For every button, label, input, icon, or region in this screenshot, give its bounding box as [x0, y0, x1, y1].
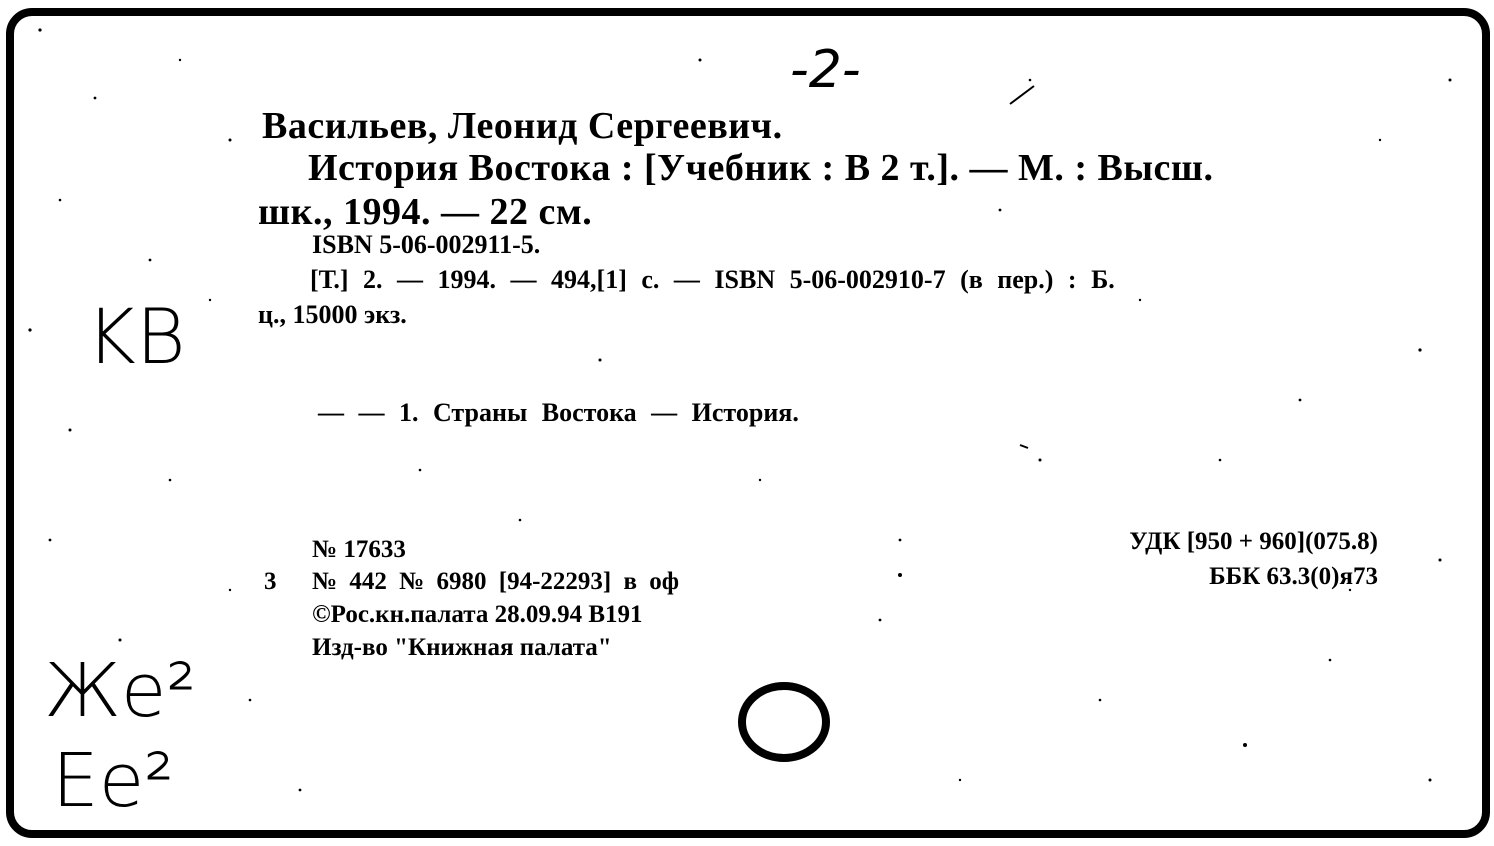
- page-number-mark: -2-: [790, 40, 861, 100]
- record-number: № 17633: [312, 536, 406, 563]
- title-line-1: История Востока : [Учебник : В 2 т.]. — М. : Высш.: [308, 147, 1214, 189]
- circle-mark-icon: [736, 680, 832, 764]
- subject-heading: — — 1. Страны Востока — История.: [318, 398, 799, 427]
- title-line-2: шк., 1994. — 22 см.: [258, 191, 593, 233]
- author-heading: Васильев, Леонид Сергеевич.: [262, 105, 783, 147]
- isbn-set: ISBN 5-06-002911-5.: [312, 230, 541, 259]
- handwritten-kb: KB: [86, 292, 186, 381]
- volume-line-2: ц., 15000 экз.: [258, 300, 407, 329]
- bbk-code: ББК 63.3(0)я73: [1209, 563, 1378, 590]
- chamber-line: ©Рос.кн.палата 28.09.94 В191: [312, 601, 643, 628]
- numbers-line: № 442 № 6980 [94-22293] в оф: [312, 568, 680, 595]
- volume-line-1: [Т.] 2. — 1994. — 494,[1] с. — ISBN 5-06-002910-7 (в пер.) : Б.: [310, 265, 1115, 294]
- handwritten-note-line-1: Же²: [44, 648, 197, 734]
- publisher-line: Изд-во "Книжная палата": [312, 634, 612, 661]
- handwritten-note-line-2: Ее²: [52, 738, 174, 824]
- udk-code: УДК [950 + 960](075.8): [1129, 528, 1378, 555]
- copies-mark: 3: [264, 568, 277, 595]
